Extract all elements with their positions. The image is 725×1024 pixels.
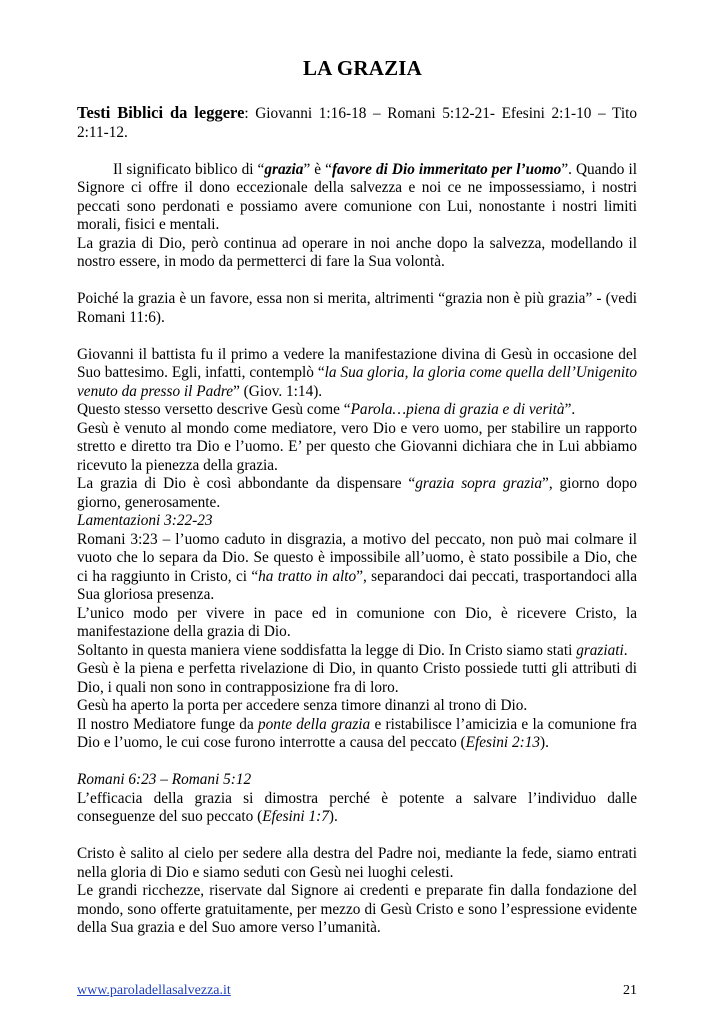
paragraph-14 (77, 790, 637, 827)
p5-text-a: Questo stesso versetto descrive Gesù come “ (77, 401, 351, 418)
paragraph-9: L’unico modo per vivere in pace ed in comunione con Dio, è ricevere Cristo, la manifestazione della grazia di Dio. (77, 604, 637, 640)
page-title: LA GRAZIA (302, 56, 423, 80)
paragraph-2: La grazia di Dio, però continua ad operare in noi anche dopo la salvezza, modellando il nostro essere, in modo da permetterci di fare la Sua volontà. (77, 234, 637, 270)
paragraph-16: Le grandi ricchezze, riservate dal Signore ai credenti e preparate fin dalla fondazione del mondo, sono offerte gratuitamente, per mezzo di Gesù Cristo e sono l’espressione evidente della Sua grazia e del Suo amore verso l’umanità. (77, 882, 637, 936)
p8-quote: ha tratto in alto (258, 567, 357, 585)
intro-label: Testi Biblici da leggere (77, 103, 245, 122)
p13-ref: Efesini 2:13 (465, 734, 540, 751)
p1-text-e: ”. Quando il Signore ci offre il dono eccezionale della salvezza e noi ce ne impossessiamo, i nostri peccati sono perdonati e possiamo avere comunione con Lui, nonostante i nostri limiti morali, fisici e mentali. (77, 160, 637, 233)
paragraph-8 (77, 531, 637, 605)
reference-1 (77, 512, 637, 531)
p8-text-c: ”, separandoci dai peccati, trasportandoci alla Sua gloriosa presenza. (77, 567, 638, 603)
paragraph-13 (77, 716, 637, 753)
paragraph-7 (77, 475, 637, 512)
p7-quote: grazia sopra grazia (415, 475, 543, 492)
p5-text-c: ”. (564, 401, 576, 418)
p4-quote: la Sua gloria, la gloria come quella dell’Unigenito venuto da presso il Padre (77, 364, 637, 400)
intro-text: : Giovanni 1:16-18 – Romani 5:12-21- Efesini 2:1-10 – Tito 2:11-12. (77, 105, 637, 141)
intro-paragraph (77, 104, 637, 142)
p4-text-c: ” (Giov. 1:14). (233, 382, 323, 400)
paragraph-5 (77, 401, 637, 420)
paragraph-15: Cristo è salito al cielo per sedere alla destra del Padre noi, mediante la fede, siamo entrati nella gloria di Dio e siamo seduti con Gesù nei luoghi celesti. (77, 845, 637, 881)
paragraph-1 (77, 161, 637, 235)
p13-text-c: e ristabilisce l’amicizia e la comunione fra Dio e l’uomo, le cui cose furono interrotte a causa del peccato ( (77, 715, 637, 751)
page-footer (77, 983, 637, 999)
paragraph-6: Gesù è venuto al mondo come mediatore, vero Dio e vero uomo, per stabilire un rapporto stretto e diretto tra Dio e l’uomo. E’ per questo che Giovanni dichiara che in Lui abbiamo ricevuto la pienezza della grazia. (77, 419, 637, 474)
website-link[interactable]: www.paroladellasalvezza.it (77, 983, 231, 998)
paragraph-4 (77, 346, 637, 402)
p1-text-a: Il significato biblico di “ (113, 160, 265, 178)
paragraph-12: Gesù ha aperto la porta per accedere senza timore dinanzi al trono di Dio. (77, 697, 528, 714)
p5-quote: Parola…piena di grazia e di verità (350, 401, 565, 418)
p8-text-a: Romani 3:23 – l’uomo caduto in disgrazia, a motivo del peccato, non può mai colmare il vuoto che lo separa da Dio. Se questo è impossibile all’uomo, è stato possibile a Dio, che ci ha raggiunto in Cristo, ci “ (77, 530, 637, 585)
page-number: 21 (623, 983, 637, 998)
p13-text-a: Il nostro Mediatore funge da (77, 715, 258, 733)
p10-text-a: Soltanto in questa maniera viene soddisfatta la legge di Dio. In Cristo siamo stati (77, 641, 577, 659)
p7-text-a: La grazia di Dio è così abbondante da dispensare “ (77, 475, 416, 492)
p1-emph-grazia: grazia (264, 160, 304, 178)
p13-emph: ponte della grazia (258, 715, 371, 733)
p1-text-c: ” è “ (303, 160, 332, 178)
document-body (77, 104, 637, 938)
p14-text-c: ). (328, 808, 338, 825)
p1-emph-definition: favore di Dio immeritato per l’uomo (331, 160, 562, 178)
p10-text-c: . (623, 641, 628, 659)
reference-2 (77, 771, 637, 790)
paragraph-3: Poiché la grazia è un favore, essa non si merita, altrimenti “grazia non è più grazia” - (vedi Romani 11:6). (77, 290, 637, 326)
p14-ref: Efesini 1:7 (262, 808, 329, 825)
paragraph-10 (77, 642, 637, 661)
p4-text-a: Giovanni il battista fu il primo a vedere la manifestazione divina di Gesù in occasione del Suo battesimo. Egli, infatti, contemplò “ (77, 345, 637, 381)
p10-emph: graziati (576, 641, 624, 659)
reference-1-text: Lamentazioni 3:22-23 (77, 512, 213, 529)
reference-2-text: Romani 6:23 – Romani 5:12 (77, 771, 252, 788)
p14-text-a: L’efficacia della grazia si dimostra perché è potente a salvare l’individuo dalle conseguenze del suo peccato ( (77, 789, 637, 825)
paragraph-11: Gesù è la piena e perfetta rivelazione di Dio, in quanto Cristo possiede tutti gli attributi di Dio, i quali non sono in contrapposizione fra di loro. (77, 660, 637, 696)
p7-text-c: ”, giorno dopo giorno, generosamente. (77, 475, 637, 511)
p13-text-e: ). (540, 734, 549, 751)
